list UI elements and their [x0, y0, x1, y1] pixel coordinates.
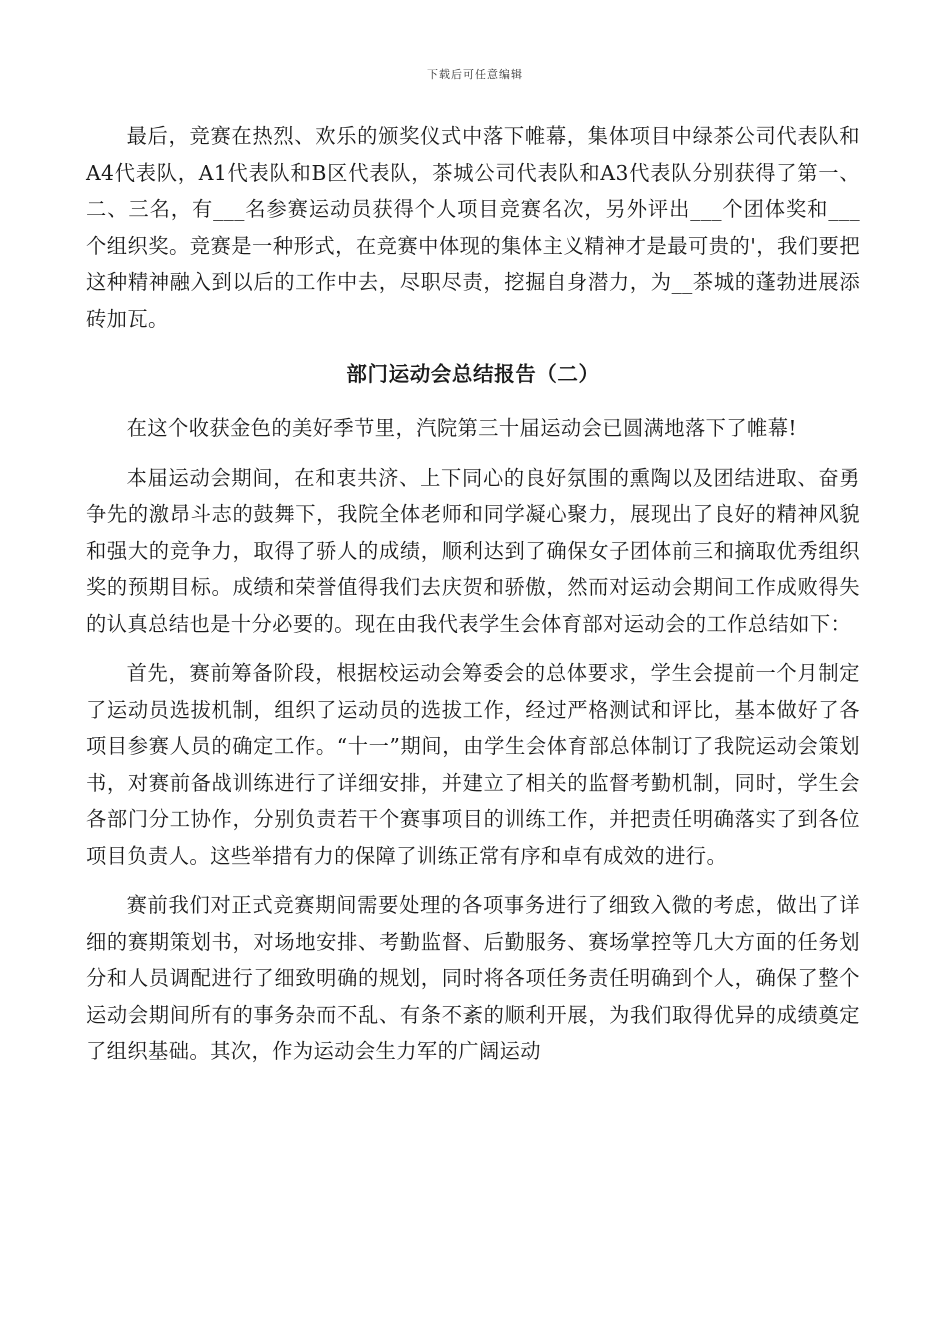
paragraph-overview: 本届运动会期间，在和衷共济、上下同心的良好氛围的熏陶以及团结进取、奋勇争先的激昂斗志的鼓舞下，我院全体老师和同学凝心聚力，展现出了良好的精神风貌和强大的竞争力，取得了骄人的成绩，顺利达到了确保女子团体前三和摘取优秀组织奖的预期目标。成绩和荣誉值得我们去庆贺和骄傲，然而对运动会期间工作成败得失的认真总结也是十分必要的。现在由我代表学生会体育部对运动会的工作总结如下： — [86, 465, 860, 636]
document-body — [86, 118, 860, 1070]
paragraph-preparation: 首先，赛前筹备阶段，根据校运动会筹委会的总体要求，学生会提前一个月制定了运动员选拔机制，组织了运动员的选拔工作，经过严格测试和评比，基本做好了各项目参赛人员的确定工作。“十一”期间，由学生会体育部总体制订了我院运动会策划书，对赛前备战训练进行了详细安排，并建立了相关的监督考勤机制，同时，学生会各部门分工协作，分别负责若干个赛事项目的训练工作，并把责任明确落实了到各位项目负责人。这些举措有力的保障了训练正常有序和卓有成效的进行。 — [86, 661, 860, 868]
paragraph-closing-ceremony: 最后，竞赛在热烈、欢乐的颁奖仪式中落下帷幕，集体项目中绿茶公司代表队和A4代表队，A1代表队和B区代表队，茶城公司代表队和A3代表队分别获得了第一、二、三名，有___名参赛运动员获得个人项目竞赛名次，另外评出___个团体奖和___个组织奖。竞赛是一种形式，在竞赛中体现的集体主义精神才是最可贵的'，我们要把这种精神融入到以后的工作中去，尽职尽责，挖掘自身潜力，为__茶城的蓬勃进展添砖加瓦。 — [86, 124, 860, 331]
header-note: 下载后可任意编辑 — [427, 68, 523, 81]
spacer — [86, 447, 860, 460]
paragraph-intro: 在这个收获金色的美好季节里，汽院第三十届运动会已圆满地落下了帷幕! — [126, 416, 797, 440]
spacer — [86, 337, 860, 359]
spacer — [86, 874, 860, 887]
paragraph-planning: 赛前我们对正式竞赛期间需要处理的各项事务进行了细致入微的考虑，做出了详细的赛期策划书，对场地安排、考勤监督、后勤服务、赛场掌控等几大方面的任务划分和人员调配进行了细致明确的规划，同时将各项任务责任明确到个人，确保了整个运动会期间所有的事务杂而不乱、有条不紊的顺利开展，为我们取得优异的成绩奠定了组织基础。其次，作为运动会生力军的广阔运动 — [86, 893, 860, 1063]
spacer — [86, 389, 860, 410]
section-title: 部门运动会总结报告（二） — [346, 362, 600, 386]
spacer — [86, 642, 860, 655]
